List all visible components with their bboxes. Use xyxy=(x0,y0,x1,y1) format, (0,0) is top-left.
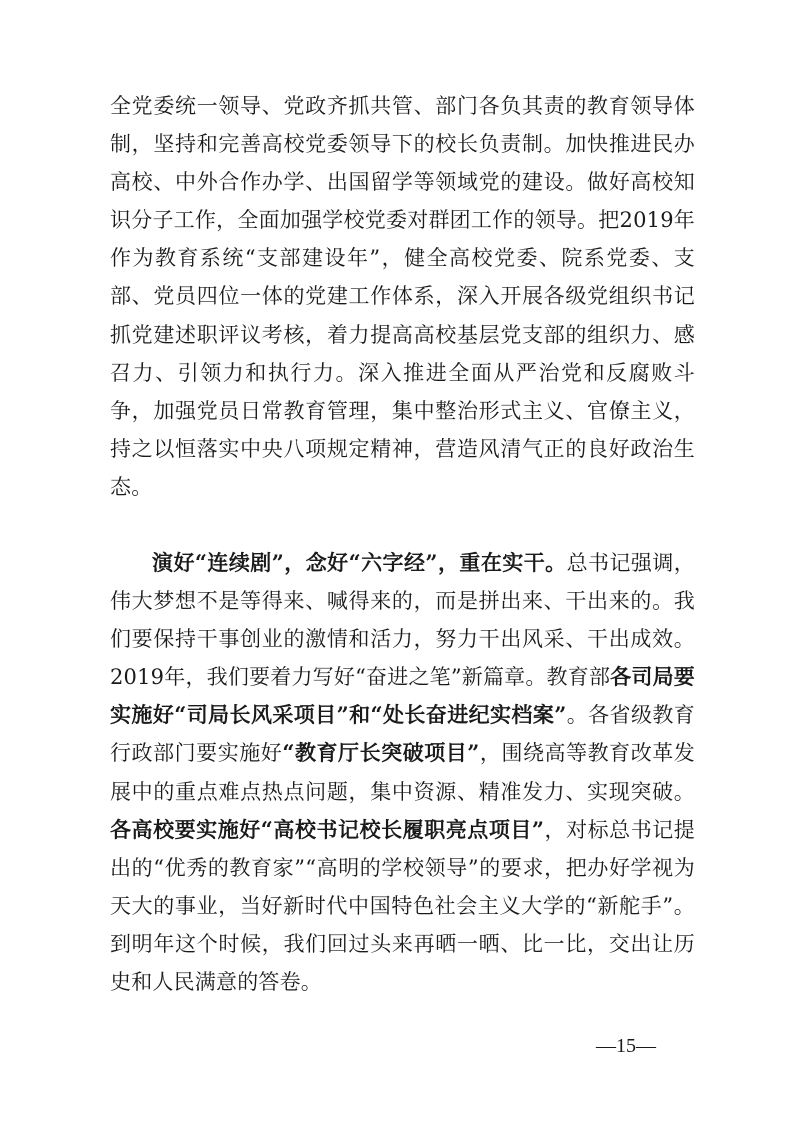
paragraph-text: ，对标总书记提出的“优秀的教育家”“高明的学校领导”的要求，把办好学视为天大的事业，当好新时代中国特色社会主义大学的“新舵手”。到明年这个时候，我们回过头来再晒一晒、比一比，交出让历史和人民满意的答卷。 xyxy=(110,817,695,995)
body-paragraph-1 xyxy=(110,87,695,506)
emphasis-text: 各司局要实施好“司局长风采项目”和“处长奋进纪实档案” xyxy=(110,664,695,728)
paragraph-text: 。各省级教育行政部门要实施好 xyxy=(110,703,695,766)
emphasis-text: 各高校要实施好“高校书记校长履职亮点项目” xyxy=(110,816,545,842)
body-paragraph-2 xyxy=(110,544,695,1001)
paragraph-text: 全党委统一领导、党政齐抓共管、部门各负其责的教育领导体制，坚持和完善高校党委领导下的校长负责制。加快推进民办高校、中外合作办学、出国留学等领域党的建设。做好高校知识分子工作，全面加强学校党委对群团工作的领导。把2019年作为教育系统“支部建设年”，健全高校党委、院系党委、支部、党员四位一体的党建工作体系，深入开展各级党组织书记抓党建述职评议考核，着力提高高校基层党支部的组织力、感召力、引领力和执行力。深入推进全面从严治党和反腐败斗争，加强党员日常教育管理，集中整治形式主义、官僚主义，持之以恒落实中央八项规定精神，营造风清气正的良好政治生态。 xyxy=(110,94,695,499)
page-number: —15— xyxy=(596,1035,656,1057)
emphasis-text: “教育厅长突破项目” xyxy=(282,740,480,766)
paragraph-text: 总书记强调，伟大梦想不是等得来、喊得来的，而是拼出来、干出来的。我们要保持干事创业的激情和活力，努力干出风采、干出成效。2019年，我们要着力写好“奋进之笔”新篇章。教育部 xyxy=(110,551,696,690)
section-heading-lead: 演好“连续剧”，念好“六字经”，重在实干。 xyxy=(152,550,567,575)
paragraph-text: ，围绕高等教育改革发展中的重点难点热点问题，集中资源、精准发力、实现突破。 xyxy=(110,741,695,804)
